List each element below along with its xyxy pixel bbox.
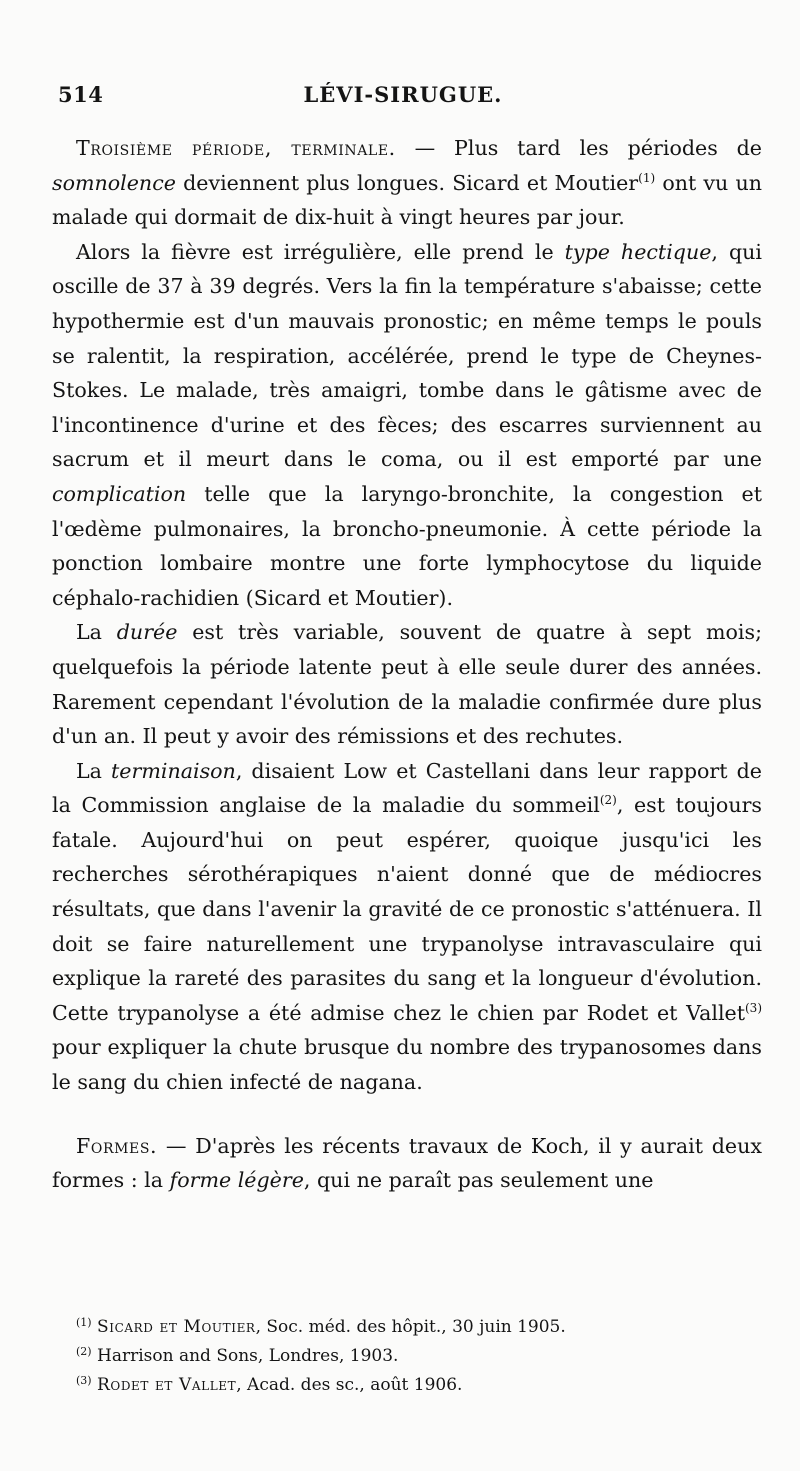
text-run: , qui ne paraît pas seulement une bbox=[303, 1168, 654, 1193]
text-run: La bbox=[76, 620, 117, 645]
text-run: , est toujours fatale. Aujourd'hui on peut espérer, quoique jusqu'ici les recherches sérothérapiques n'aient donné que de médiocres résultats, que dans l'avenir la gravité de ce pronostic s'atténuera. Il doit se faire naturellement une trypanolyse intravasculaire qui explique la rareté des parasites du sang et la longueur d'évolution. Cette trypanolyse a été admise chez le chien par Rodet et Vallet bbox=[52, 793, 762, 1025]
section-title-forms: Formes. bbox=[76, 1133, 158, 1158]
footnote-ref-2: (2) bbox=[599, 793, 617, 808]
section-title-terminal-period: Troisième période, terminale. bbox=[76, 136, 396, 160]
section-spacer bbox=[52, 1100, 762, 1129]
footnote-text: , Acad. des sc., août 1906. bbox=[236, 1375, 463, 1395]
text-run: est très variable, souvent de quatre à sept mois; quelquefois la période latente peut à elle seule durer des années. Rarement cependant l'évolution de la maladie confirmée dure plus d'un an. Il peut y avoir des rémissions et des rechutes. bbox=[52, 620, 763, 749]
footnote-author: Rodet et Vallet bbox=[97, 1375, 237, 1395]
running-title: LÉVI-SIRUGUE. bbox=[303, 82, 503, 107]
text-run: telle que la laryngo-bronchite, la congestion et l'œdème pulmonaires, la broncho-pneumonie. À cette période la ponction lombaire montre une forte lymphocytose du liquide céphalo-rachidien (Sicard et Moutier). bbox=[52, 481, 762, 610]
paragraph-termination bbox=[52, 754, 762, 1100]
text-run: deviennent plus longues. Sicard et Moutier bbox=[175, 170, 639, 195]
footnote-mark: (2) bbox=[76, 1345, 92, 1358]
emphasis-somnolence: somnolence bbox=[52, 170, 176, 195]
text-run: — Plus tard les périodes de bbox=[395, 136, 762, 160]
page-header bbox=[58, 82, 748, 114]
footnote-2 bbox=[76, 1342, 756, 1371]
footnote-mark: (1) bbox=[76, 1316, 92, 1329]
paragraph-fever bbox=[52, 235, 762, 616]
footnote-text: , Soc. méd. des hôpit., 30 juin 1905. bbox=[255, 1317, 566, 1337]
paragraph-terminal-period bbox=[52, 131, 762, 235]
emphasis-type-hectique: type hectique bbox=[564, 239, 712, 264]
footnote-ref-3: (3) bbox=[745, 1000, 762, 1015]
footnote-text: Harrison and Sons, Londres, 1903. bbox=[97, 1346, 399, 1366]
footnote-1 bbox=[76, 1313, 756, 1342]
page-number: 514 bbox=[58, 82, 104, 107]
footnote-author: Sicard et Moutier bbox=[97, 1317, 256, 1337]
text-run: ont vu un malade qui dormait de dix-huit à vingt heures par jour. bbox=[52, 170, 762, 230]
emphasis-duree: durée bbox=[116, 620, 178, 645]
text-run: — D'après les récents travaux de Koch, il y aurait deux formes : la bbox=[52, 1133, 762, 1193]
footnotes bbox=[76, 1313, 756, 1400]
paragraph-forms bbox=[52, 1129, 762, 1198]
text-run: , disaient Low et Castellani dans leur rapport de la Commission anglaise de la maladie du sommeil bbox=[52, 758, 762, 818]
emphasis-forme-legere: forme légère bbox=[169, 1168, 304, 1193]
footnote-mark: (3) bbox=[76, 1374, 92, 1387]
emphasis-terminaison: terminaison bbox=[111, 758, 236, 783]
text-run: , qui oscille de 37 à 39 degrés. Vers la fin la température s'abaisse; cette hypothermie est d'un mauvais pronostic; en même temps le pouls se ralentit, la respiration, accélérée, prend le type de Cheynes-Stokes. Le malade, très amaigri, tombe dans le gâtisme avec de l'incontinence d'urine et des fèces; des escarres surviennent au sacrum et il meurt dans le coma, ou il est emporté par une bbox=[52, 239, 763, 472]
footnote-ref-1: (1) bbox=[638, 170, 656, 185]
paragraph-duration bbox=[52, 615, 762, 753]
text-run: Alors la fièvre est irrégulière, elle prend le bbox=[76, 239, 565, 264]
text-run: pour expliquer la chute brusque du nombre des trypanosomes dans le sang du chien infecté de nagana. bbox=[52, 1035, 762, 1095]
emphasis-complication: complication bbox=[52, 481, 187, 506]
body-text bbox=[52, 131, 762, 1198]
text-run: La bbox=[76, 758, 112, 783]
footnote-3 bbox=[76, 1371, 756, 1400]
